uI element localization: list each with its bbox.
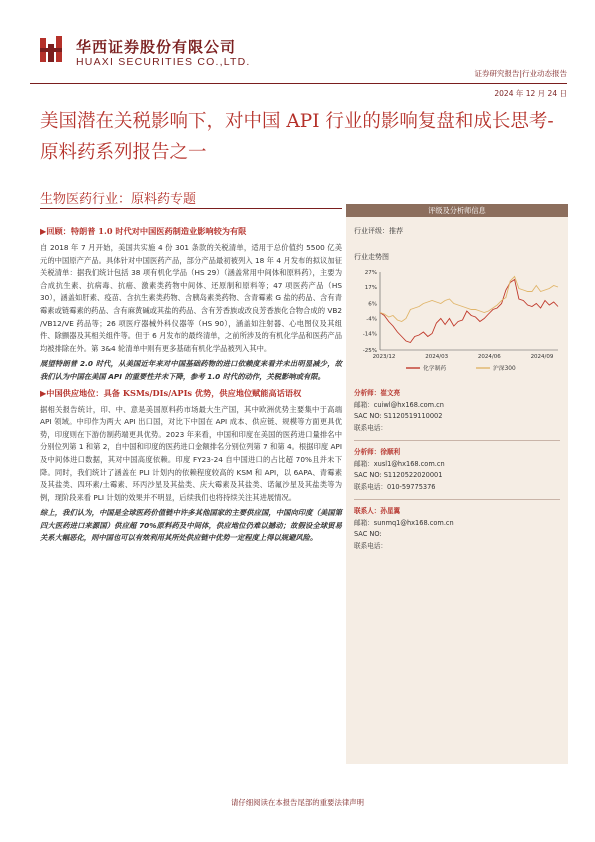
analyst-name: 崔文亮 bbox=[380, 389, 401, 397]
section-heading: ▶回顾：特朗普 1.0 时代对中国医药制造业影响较为有限 bbox=[40, 226, 247, 236]
company-name-en: HUAXI SECURITIES CO.,LTD. bbox=[76, 56, 251, 68]
analyst-phone: 联系电话： bbox=[354, 541, 387, 550]
main-body bbox=[40, 222, 342, 548]
company-name-cn: 华西证券股份有限公司 bbox=[76, 38, 237, 56]
x-tick-label: 2024/09 bbox=[530, 354, 554, 360]
y-tick-label: -4% bbox=[366, 316, 377, 323]
analyst-email[interactable]: xusl1@hx168.com.cn bbox=[373, 459, 445, 468]
industry-rating bbox=[346, 217, 568, 236]
sidebar bbox=[346, 204, 568, 764]
y-tick-label: -14% bbox=[362, 331, 377, 338]
x-tick-label: 2024/06 bbox=[477, 354, 501, 360]
section-heading: ▶中国供应地位：具备 KSMs/DIs/APIs 优势，供应地位赋能高话语权 bbox=[40, 387, 302, 398]
analyst-sac: SAC NO: S1120519110002 bbox=[354, 412, 443, 420]
analyst-email[interactable]: sunmq1@hx168.com.cn bbox=[373, 518, 454, 527]
emphasis-paragraph: 综上，我们认为，中国是全球医药价值链中许多其他国家的主要供应国，中国向印度（美国第四大医药进口来源国）供应超 70%原料药及中间体，供应地位仍难以撼动；故假设全球贸易关系大幅恶化，则中国也可以有效利用其所处供应链中优势一定程度上得以规避风险。 bbox=[40, 508, 342, 543]
chart-title: 行业走势图 bbox=[354, 253, 389, 261]
analyst-sac: SAC NO: S1120522020001 bbox=[354, 471, 443, 479]
y-tick-label: 6% bbox=[368, 301, 377, 308]
divider bbox=[354, 499, 560, 500]
divider bbox=[354, 440, 560, 441]
legend-label: 化学制药 bbox=[423, 366, 447, 372]
analyst-card bbox=[354, 447, 560, 493]
email-label: 邮箱： bbox=[354, 400, 374, 409]
x-tick-label: 2024/03 bbox=[425, 354, 449, 360]
x-tick-label: 2023/12 bbox=[372, 354, 396, 360]
body-paragraph: 据相关报告统计，印、中、意是美国原料药市场最大生产国，其中欧洲优势主要集中于高端 API 领域。中印作为两大 API 出口国，对比下中国在 API 成本、供应链、规模等方面更具优势，印度则在下游仿制药端更具优势。2023 年来看，中国和印度在美国的医药进口量排名中分别位列第 1 和第 2，自中国和印度的医药进口金额排名分别位列第 7 和第 4。根据印度 API 及中间体进口数据，其对中国高度依赖。印度 FY23-24 自中国进口的占比超 70%且并未下降。同时，我们统计了涵盖在 PLI 计划内的依赖程度较高的 KSM 和 API，以 6APA、青霉素及其盐类、四环素/土霉素、环丙沙星及其盐类、庆大霉素及其盐类、诺氟沙星及其盐类等为例，现阶段来看 PLI 计划的效果并不明显，后续我们也将持续关注其进展情况。 bbox=[40, 404, 342, 502]
header-rule bbox=[30, 83, 567, 84]
report-date: 2024 年 12 月 24 日 bbox=[494, 89, 567, 98]
analyst-name: 孙星翼 bbox=[380, 507, 401, 515]
sidebar-header: 评级及分析师信息 bbox=[346, 204, 568, 217]
analyst-role: 分析师： bbox=[354, 448, 381, 456]
trend-chart bbox=[346, 264, 568, 382]
body-paragraph: 自 2018 年 7 月开始，美国共实施 4 份 301 条款的关税清单，适用于总价值约 5500 亿美元的中国原产产品。具体针对中国医药产品，部分产品最初被列入 18 年 4 月发布的拟议加征关税清单：据我们统计包括 38 项有机化学品（HS 29）（涵盖常用中间体和原料药），主要为合成抗生素、抗病毒、抗癌、激素类药物中间体、还原制和原料等；47 项医药产品（HS 30），涵盖如肝素、疫苗、含抗生素类药物、含胰岛素类药物、含青霉素 G 盐的药品、含有青霉素或链霉素的药品、含有麻黄碱或其盐的药品、含有芳香族或改良芳香族化合物合成的 VB2 /VB12/VE 药品等；26 项医疗器械外科仪器等（HS 90），涵盖如注射器、心电图仪及其组件、除颤器及其相关组件等。但于 6 月发布的最终清单，之前所涉及的有机化学品和医药产品均被排除在外。第 3&4 轮清单中则有更多基础有机化学品被列入其中。 bbox=[40, 243, 342, 353]
industry-label: 生物医药行业：原料药专题 bbox=[40, 192, 197, 207]
rating-value: 推荐 bbox=[389, 227, 403, 235]
email-label: 邮箱： bbox=[354, 518, 374, 527]
analyst-email[interactable]: cuiwl@hx168.com.cn bbox=[373, 400, 444, 409]
analyst-role: 分析师： bbox=[354, 389, 381, 397]
analyst-card bbox=[354, 388, 560, 434]
report-type: 证券研究报告|行业动态报告 bbox=[474, 69, 567, 78]
y-tick-label: 27% bbox=[364, 270, 377, 276]
footer-disclaimer: 请仔细阅读在本报告尾部的重要法律声明 bbox=[230, 798, 365, 807]
report-title: 美国潜在关税影响下，对中国 API 行业的影响复盘和成长思考-原料药系列报告之一 bbox=[40, 111, 554, 163]
analyst-card bbox=[354, 506, 560, 552]
analyst-phone: 联系电话： bbox=[354, 423, 387, 432]
y-tick-label: -25% bbox=[362, 348, 377, 354]
y-tick-label: 17% bbox=[364, 285, 377, 291]
series-line-2 bbox=[380, 277, 558, 322]
industry-rule bbox=[40, 208, 342, 209]
analyst-name: 徐顺利 bbox=[380, 448, 401, 456]
analyst-sac: SAC NO: bbox=[354, 530, 382, 538]
series-line-1 bbox=[380, 280, 558, 343]
emphasis-paragraph: 展望特朗普 2.0 时代，从美国近年来对中国基础药物的进口依赖度来看并未出明显减少，故我们认为中国在美国 API 的重要性并未下降，参考 1.0 时代的动作，关税影响或有限。 bbox=[40, 359, 342, 381]
email-label: 邮箱： bbox=[354, 459, 374, 468]
legend-label: 沪深300 bbox=[493, 366, 516, 372]
rating-label: 行业评级： bbox=[354, 227, 389, 235]
analyst-phone: 联系电话：010-59775376 bbox=[354, 482, 436, 491]
huaxi-logo bbox=[38, 34, 68, 64]
analyst-role: 联系人： bbox=[354, 507, 381, 515]
